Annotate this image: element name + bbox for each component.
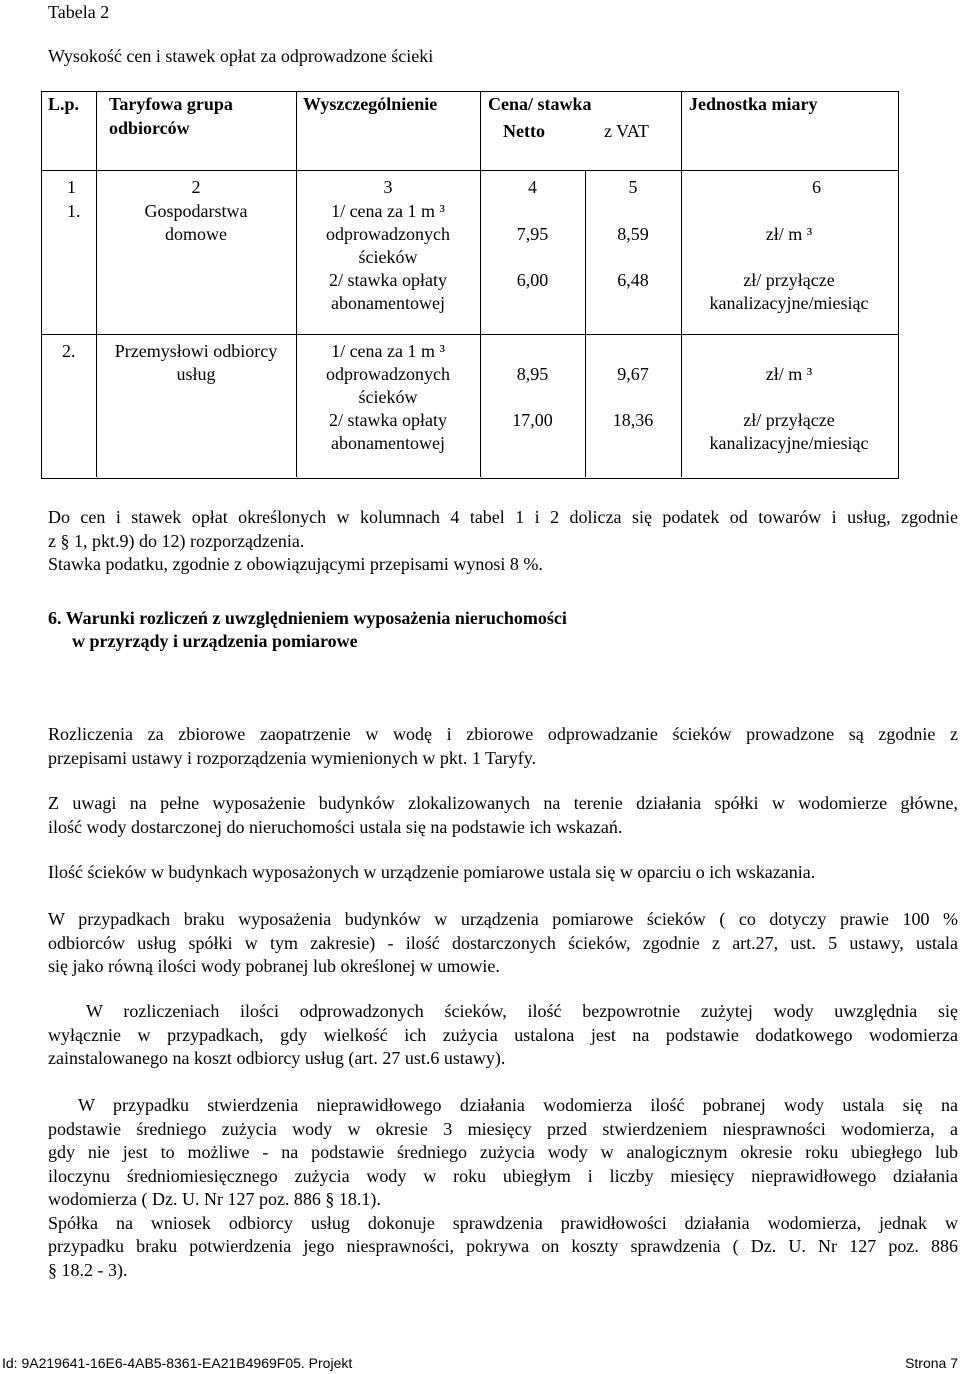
paragraph <box>48 861 958 885</box>
table-caption: Wysokość cen i stawek opłat za odprowadzone ścieki <box>48 46 434 66</box>
row-item: 1/ cena za 1 m ³ <box>331 201 445 221</box>
netto-value: 8,95 <box>516 364 549 384</box>
row-item: odprowadzonych <box>326 364 450 384</box>
unit-value: zł/ przyłącze <box>743 410 835 430</box>
netto-value: 17,00 <box>512 410 553 430</box>
text-line: podstawie średniego zużycia wody w okresie 3 miesięcy przed stwierdzeniem niesprawności wodomierza, a <box>48 1118 958 1139</box>
unit-value: kanalizacyjne/miesiąc <box>709 293 869 313</box>
column-number: 6 <box>812 177 821 197</box>
text-line: Z uwagi na pełne wyposażenie budynków zlokalizowanych na terenie działania spółki w wodomierze główne, <box>48 793 958 813</box>
text-line: wodomierza ( Dz. U. Nr 127 poz. 886 § 18.1). <box>48 1189 381 1209</box>
text-line: odbiorców usług spółki w tym zakresie) - ilość dostarczonych ścieków, zgodnie z art.27, ust. 5 ustawy, ustala <box>48 932 958 953</box>
column-number: 4 <box>528 177 537 197</box>
text-line: Stawka podatku, zgodnie z obowiązującymi przepisami wynosi 8 %. <box>48 554 543 574</box>
row-item: 2/ stawka opłaty <box>329 410 447 430</box>
column-number: 3 <box>383 177 393 197</box>
text-line: zainstalowanego na koszt odbiorcy usług (art. 27 ust.6 ustawy). <box>48 1048 506 1068</box>
tax-note <box>48 506 958 577</box>
row-lp: 1. <box>67 201 81 221</box>
text-line: W przypadkach braku wyposażenia budynków w urządzenia pomiarowe ścieków ( co dotyczy prawie 100 % <box>48 909 958 929</box>
netto-value: 7,95 <box>516 224 549 244</box>
row-item: 1/ cena za 1 m ³ <box>331 341 445 361</box>
table-divider <box>41 334 898 335</box>
row-group-line2: domowe <box>165 224 227 244</box>
row-item: ścieków <box>358 247 418 267</box>
unit-value: kanalizacyjne/miesiąc <box>709 433 869 453</box>
text-line: przypadku braku potwierdzenia jego niesprawności, pokrywa on koszty sprawdzenia ( Dz. U. Nr 127 poz. 886 <box>48 1236 958 1256</box>
document-id: Id: 9A219641-16E6-4AB5-8361-EA21B4969F05. Projekt <box>2 1355 353 1371</box>
column-number: 5 <box>628 177 638 197</box>
header-detail: Wyszczególnienie <box>303 94 438 114</box>
vat-value: 6,48 <box>617 270 649 290</box>
section-heading: 6. Warunki rozliczeń z uwzględnieniem wyposażenia nieruchomości <box>48 608 567 628</box>
header-price: Cena/ stawka <box>488 94 592 114</box>
row-item: abonamentowej <box>331 433 445 453</box>
table-divider <box>480 91 481 170</box>
row-lp: 2. <box>62 341 76 361</box>
row-group: Przemysłowi odbiorcy <box>114 341 278 361</box>
text-line: ilość wody dostarczonej do nieruchomości ustala się na podstawie ich wskazań. <box>48 816 623 837</box>
header-unit: Jednostka miary <box>689 94 818 114</box>
text-line: gdy nie jest to możliwe - na podstawie średniego zużycia wody w analogicznym okresie roku ubiegłego lub <box>48 1142 958 1162</box>
paragraph <box>48 908 958 979</box>
column-number: 1 <box>67 177 76 197</box>
text-line: Do cen i stawek opłat określonych w kolumnach 4 tabel 1 i 2 dolicza się podatek od towarów i usług, zgodnie <box>48 507 958 527</box>
table-divider <box>41 170 898 171</box>
row-item: abonamentowej <box>331 293 445 313</box>
text-line: Rozliczenia za zbiorowe zaopatrzenie w wodę i zbiorowe odprowadzanie ścieków prowadzone są zgodnie z <box>48 724 958 744</box>
table-divider <box>681 91 682 170</box>
table-label: Tabela 2 <box>48 2 110 22</box>
text-line: W przypadku stwierdzenia nieprawidłowego działania wodomierza ilość pobranej wody ustala się na <box>78 1095 958 1115</box>
unit-value: zł/ m ³ <box>765 224 813 244</box>
text-line: się jako równą ilości wody pobranej lub określonej w umowie. <box>48 956 500 976</box>
row-item: ścieków <box>358 387 418 407</box>
table-divider <box>296 91 297 170</box>
paragraph <box>48 792 958 839</box>
header-group-line2: odbiorców <box>109 118 190 138</box>
text-line: wyłącznie w przypadkach, gdy wielkość ich zużycia ustalona jest na podstawie dodatkowego wodomierza <box>48 1024 958 1045</box>
page-number: Strona 7 <box>905 1355 958 1371</box>
vat-value: 8,59 <box>617 224 649 244</box>
header-lp: L.p. <box>48 94 80 114</box>
row-group-line2: usług <box>176 364 216 384</box>
unit-value: zł/ przyłącze <box>743 270 835 290</box>
paragraph <box>48 723 958 770</box>
netto-value: 6,00 <box>516 270 549 290</box>
paragraph <box>48 1094 958 1282</box>
text-line: przepisami ustawy i rozporządzenia wymienionych w pkt. 1 Taryfy. <box>48 747 537 768</box>
text-line: Ilość ścieków w budynkach wyposażonych w urządzenie pomiarowe ustala się w oparciu o ich wskazania. <box>48 862 816 882</box>
paragraph <box>48 1000 958 1071</box>
row-item: odprowadzonych <box>326 224 450 244</box>
vat-value: 9,67 <box>617 364 649 384</box>
table-divider <box>96 91 97 170</box>
text-line: W rozliczeniach ilości odprowadzonych ścieków, ilość bezpowrotnie zużytej wody uwzględnia się <box>86 1001 958 1021</box>
header-group: Taryfowa grupa <box>109 94 233 114</box>
unit-value: zł/ m ³ <box>765 364 813 384</box>
column-number: 2 <box>191 177 201 197</box>
text-line: z § 1, pkt.9) do 12) rozporządzenia. <box>48 530 305 551</box>
row-item: 2/ stawka opłaty <box>329 270 447 290</box>
section-heading-line2: w przyrządy i urządzenia pomiarowe <box>72 631 358 651</box>
header-vat: z VAT <box>604 121 649 141</box>
vat-value: 18,36 <box>612 410 654 430</box>
row-group: Gospodarstwa <box>144 201 248 221</box>
header-netto: Netto <box>503 121 545 141</box>
text-line: Spółka na wniosek odbiorcy usług dokonuje sprawdzenia prawidłowości działania wodomierza, jednak w <box>48 1212 958 1233</box>
text-line: § 18.2 - 3). <box>48 1259 128 1280</box>
text-line: iloczynu średniomiesięcznego zużycia wody w roku ubiegłym i liczby miesięcy nieprawidłowego działania <box>48 1165 958 1186</box>
